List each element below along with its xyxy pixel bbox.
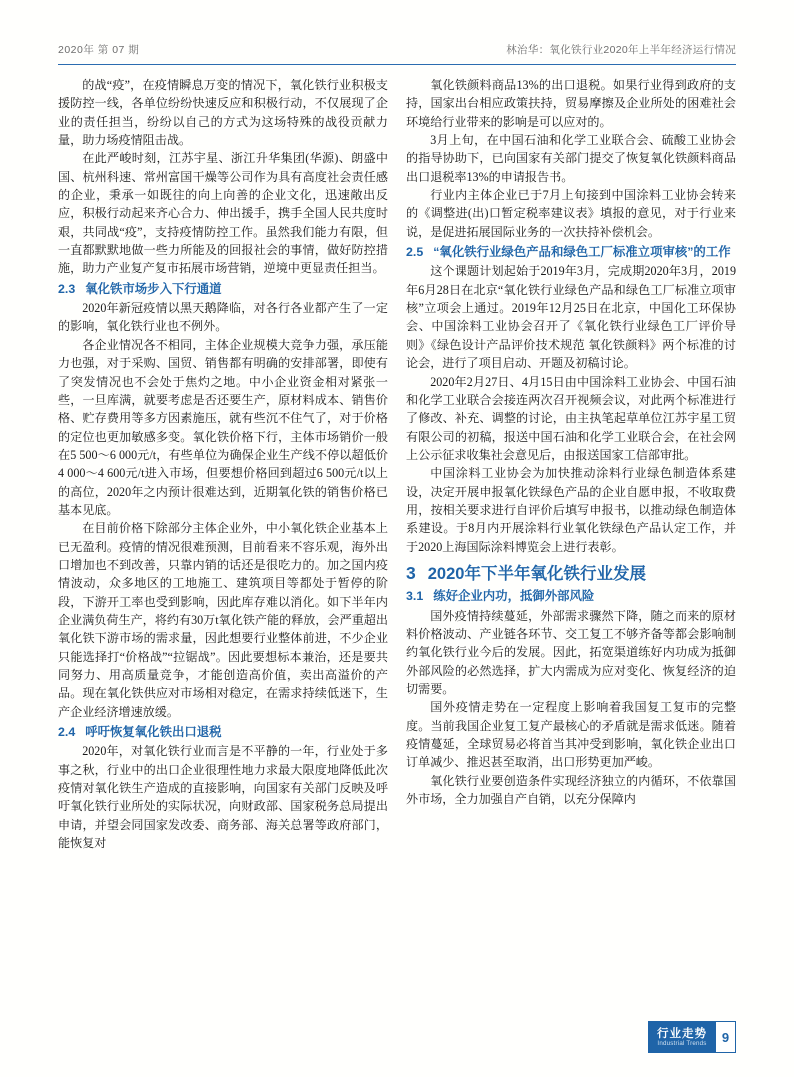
- paragraph: 国外疫情持续蔓延，外部需求骤然下降，随之而来的原材料价格波动、产业链各环节、交工复工不够齐备等都会影响制约氧化铁行业今后的发展。因此，拓宽渠道练好内功成为抵御外部风险的必然选择，扩大内需成为应对变化、恢复经济的迫切需要。: [406, 608, 736, 696]
- paragraph: 行业内主体企业已于7月上旬接到中国涂料工业协会转来的《调整进(出)口暂定税率建议表》填报的意见，对于行业来说，是促进拓展国际业务的一次扶持补偿机会。: [406, 188, 736, 239]
- paragraph: 的战“疫”，在疫情瞬息万变的情况下，氧化铁行业积极支援防控一线，各单位纷纷快速反应和积极行动，不仅展现了企业的责任担当，纷纷以自己的方式为这场特殊的战役贡献力量，助力场疫情阻击战。: [58, 78, 388, 148]
- right-column: [406, 76, 736, 808]
- paragraph: 氧化铁行业要创造条件实现经济独立的内循环，不依靠国外市场，全力加强自产自销，以充分保障内: [406, 773, 736, 807]
- section-title: 2020年下半年氧化铁行业发展: [427, 564, 646, 583]
- paragraph: 2020年新冠疫情以黑天鹅降临，对各行各业都产生了一定的影响，氧化铁行业也不例外。: [58, 301, 388, 334]
- paragraph: 氧化铁颜料商品13%的出口退税。如果行业得到政府的支持，国家出台相应政策扶持，贸易摩擦及企业所处的困难社会环境给行业带来的影响是可以应对的。: [406, 78, 736, 129]
- footer-label-en: Industrial Trends: [657, 1039, 707, 1047]
- header-issue: 2020年 第 07 期: [58, 44, 140, 56]
- paragraph: 2020年，对氧化铁行业而言是不平静的一年，行业处于多事之秋，行业中的出口企业很理性地力求最大限度地降低此次疫情对氧化铁生产造成的直接影响，向国家有关部门反映及呼吁氧化铁行业所处的实际状况，向财政部、国家税务总局提出申请，并望会同国家发改委、商务部、海关总署等政府部门，能恢复对: [58, 744, 388, 851]
- page-footer: [648, 1021, 736, 1053]
- section-heading-2-4: [58, 723, 388, 741]
- paragraph: 3月上旬，在中国石油和化学工业联合会、硫酸工业协会的指导协助下，已向国家有关部门提交了恢复氧化铁颜料商品出口退税率13%的申请报告书。: [406, 133, 736, 184]
- footer-label-cn: 行业走势: [657, 1027, 707, 1040]
- section-heading-3-1: [406, 587, 736, 605]
- section-heading-2-5: [406, 243, 736, 261]
- paragraph: 中国涂料工业协会为加快推动涂料行业绿色制造体系建设，决定开展申报氧化铁绿色产品的企业自愿申报，不收取费用，按相关要求进行自评价后填写申报书，以推动绿色制造体系建设。于8月内开展涂料行业氧化铁绿色产品认定工作，并于2020上海国际涂料博览会上进行表彰。: [406, 466, 736, 554]
- page-number: 9: [716, 1021, 736, 1053]
- section-number: 3.1: [406, 589, 424, 604]
- section-heading-2-3: [58, 280, 388, 298]
- section-heading-3: [406, 564, 736, 583]
- left-column: [58, 76, 388, 852]
- section-number: 2.5: [406, 245, 424, 260]
- section-number: 2.4: [58, 725, 76, 740]
- section-number: 2.3: [58, 281, 76, 296]
- paragraph: 在此严峻时刻，江苏宇星、浙江升华集团(华源)、朗盛中国、杭州科速、常州富国干燥等公司作为具有高度社会责任感的企业，秉承一如既往的向上向善的企业文化，迅速敞出反应，积极行动起来齐心合力、伸出援手，携手全国人民共度时艰，共同战“疫”，支持疫情防控工作。虽然我们能力有限，但一直都默默地做一些力所能及的回报社会的事情，做好防控措施，助力产业复产复市拓展市场营销，逆境中更显责任担当。: [58, 151, 388, 276]
- paragraph: 2020年2月27日、4月15日由中国涂料工业协会、中国石油和化学工业联合会接连两次召开视频会议，对此两个标准进行了修改、补充、调整的讨论，由主执笔起草单位江苏宇星工贸有限公司的初稿，报送中国石油和化学工业联合会，在社会网上公示征求收集社会意见后，由报送国家工信部审批。: [406, 374, 736, 462]
- paragraph: 国外疫情走势在一定程度上影响着我国复工复市的完整度。当前我国企业复工复产最核心的矛盾就是需求低迷。随着疫情蔓延，全球贸易必将首当其冲受到影响，氧化铁企业出口订单减少、推迟甚至取消，出口形势更加严峻。: [406, 700, 736, 770]
- section-title: 练好企业内功，抵御外部风险: [433, 589, 595, 604]
- paragraph: 各企业情况各不相同，主体企业规模大竞争力强，承压能力也强，对于采购、国贸、销售都有明确的安排部署，即使有了突发情况也不会处于焦灼之地。中小企业资金相对紧张一些，一旦库满，就要考虑是否还要生产，原材料成本、销售价格、贮存费用等多方因素施压，就有些沉不住气了，对于价格的定位也更加敏感多变。氧化铁价格下行，主体市场销价一般在5 500～6 000元/t，有些单位为确保企业生产线不停以超低价4 000～4 600元/t进入市场，但要想价格回到超过6 500元/t以上的高位，2020年之内预计很难达到，近期氧化铁的销售价格已基本见底。: [58, 337, 388, 517]
- section-number: 3: [406, 562, 416, 583]
- section-title: 呼吁恢复氧化铁出口退税: [85, 725, 222, 740]
- section-title: “氧化铁行业绿色产品和绿色工厂标准立项审核”的工作: [433, 245, 731, 260]
- section-title: 氧化铁市场步入下行通道: [85, 281, 222, 296]
- page-header: [58, 42, 736, 65]
- footer-section-label: [648, 1021, 716, 1053]
- paragraph: 在目前价格下除部分主体企业外，中小氧化铁企业基本上已无盈利。疫情的情况很难预测，目前看来不容乐观，海外出口增加也不到改善，只靠内销的话还是很吃力的。加之国内疫情波动，众多地区的工地施工、建筑项目等都处于暂停的阶段，下游开工率也受到影响，因此库存难以消化。如下半年内企业满负荷生产，将约有30万t氧化铁产能的释放，会严重超出氧化铁下游市场的需求量，因此想要行业整体前进，不少企业只能选择打“价格战”“拉锯战”。因此要想标本兼治，还是要共同努力、用高质量竞争，才能创造高价值，卖出高溢价的产品。现在氧化铁供应对市场相对稳定，在需求持续低迷下，生产企业经济增速放缓。: [58, 521, 388, 719]
- paragraph: 这个课题计划起始于2019年3月，完成期2020年3月，2019年6月28日在北京“氧化铁行业绿色产品和绿色工厂标准立项审核”立项会上通过。2019年12月25日在北京，中国化工环保协会、中国涂料工业协会召开了《氧化铁行业绿色工厂评价导则》《绿色设计产品评价技术规范 氧化铁颜料》两个标准的讨论会，进行了项目启动、开题及初稿讨论。: [406, 264, 736, 371]
- header-article-title: 林治华：氧化铁行业2020年上半年经济运行情况: [506, 44, 736, 56]
